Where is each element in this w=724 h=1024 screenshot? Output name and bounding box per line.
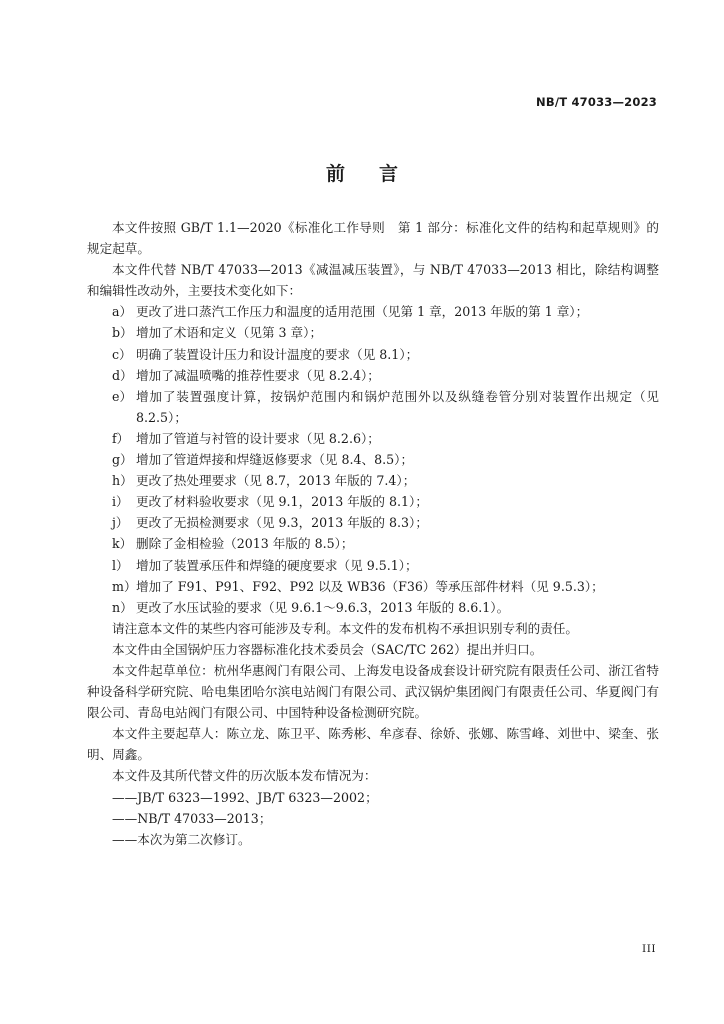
list-text: 删除了金相检验（2013 年版的 8.5）； bbox=[136, 536, 354, 552]
list-item bbox=[87, 512, 659, 533]
list-marker: m） bbox=[112, 578, 137, 594]
list-item bbox=[87, 576, 659, 597]
list-text: 更改了水压试验的要求（见 9.6.1～9.6.3，2013 年版的 8.6.1）。 bbox=[136, 599, 510, 615]
list-marker: i） bbox=[112, 494, 129, 510]
history-list bbox=[87, 787, 659, 850]
list-item bbox=[87, 597, 659, 618]
drafting-rule-paragraph: 本文件按照 GB/T 1.1—2020《标准化工作导则 第 1 部分：标准化文件的结构和起草规则》的规定起草。 bbox=[87, 220, 659, 257]
list-item bbox=[87, 533, 659, 554]
history-intro-paragraph: 本文件及其所代替文件的历次版本发布情况为： bbox=[112, 768, 377, 784]
list-text: 更改了无损检测要求（见 9.3，2013 年版的 8.3）； bbox=[136, 515, 428, 531]
list-marker: a） bbox=[112, 304, 133, 320]
page-title: 前言 bbox=[325, 163, 432, 185]
patent-notice: 请注意本文件的某些内容可能涉及专利。本文件的发布机构不承担识别专利的责任。 bbox=[112, 620, 578, 636]
list-text: 更改了热处理要求（见 8.7，2013 年版的 7.4）； bbox=[136, 473, 416, 489]
list-marker: j） bbox=[112, 515, 129, 531]
list-marker: k） bbox=[112, 536, 133, 552]
list-text: 增加了装置承压件和焊缝的硬度要求（见 9.5.1）； bbox=[136, 557, 418, 573]
list-item bbox=[87, 301, 659, 322]
list-marker: f） bbox=[112, 430, 130, 446]
page-number: III bbox=[642, 943, 656, 955]
standard-code: NB/T 47033—2023 bbox=[536, 95, 657, 109]
history-item: ——JB/T 6323—1992、JB/T 6323—2002； bbox=[112, 789, 378, 805]
drafting-units-paragraph: 本文件起草单位：杭州华惠阀门有限公司、上海发电设备成套设计研究院有限责任公司、浙江省特种设备科学研究院、哈电集团哈尔滨电站阀门有限公司、武汉锅炉集团阀门有限责任公司、华夏阀门有限公司、青岛电站阀门有限公司、中国特种设备检测研究院。 bbox=[87, 662, 659, 721]
list-text: 明确了装置设计压力和设计温度的要求（见 8.1）； bbox=[136, 346, 419, 362]
list-item bbox=[87, 344, 659, 365]
list-marker: l） bbox=[112, 557, 129, 573]
history-item: ——NB/T 47033—2013； bbox=[112, 810, 272, 826]
list-marker: c） bbox=[112, 346, 132, 362]
list-marker: h） bbox=[112, 473, 133, 489]
list-marker: d） bbox=[112, 367, 133, 383]
drafters-paragraph: 本文件主要起草人：陈立龙、陈卫平、陈秀彬、牟彦春、徐娇、张娜、陈雪峰、刘世中、梁奎、张明、周鑫。 bbox=[87, 726, 659, 763]
list-item bbox=[87, 322, 659, 343]
list-text: 更改了材料验收要求（见 9.1，2013 年版的 8.1）； bbox=[136, 494, 428, 510]
list-marker: g） bbox=[112, 452, 133, 468]
list-item bbox=[87, 470, 659, 491]
list-item bbox=[87, 449, 659, 470]
list-text: 增加了管道与衬管的设计要求（见 8.2.6）； bbox=[136, 430, 380, 446]
history-item: ——本次为第二次修订。 bbox=[112, 831, 251, 847]
list-marker: e） bbox=[112, 388, 133, 404]
list-item bbox=[87, 428, 659, 449]
changes-list bbox=[87, 301, 659, 617]
replaces-paragraph: 本文件代替 NB/T 47033—2013《减温减压装置》，与 NB/T 47033—2013 相比，除结构调整和编辑性改动外，主要技术变化如下： bbox=[87, 262, 659, 299]
proposed-by-paragraph: 本文件由全国锅炉压力容器标准化技术委员会（SAC/TC 262）提出并归口。 bbox=[112, 641, 543, 657]
list-text: 增加了装置强度计算，按锅炉范围内和锅炉范围外以及纵缝卷管分别对装置作出规定（见 8.2.5）； bbox=[136, 388, 659, 425]
list-marker: b） bbox=[112, 325, 133, 341]
foreword-content bbox=[87, 217, 659, 850]
list-item bbox=[87, 386, 659, 428]
list-text: 增加了管道焊接和焊缝返修要求（见 8.4、8.5）； bbox=[136, 452, 414, 468]
list-text: 增加了术语和定义（见第 3 章）； bbox=[136, 325, 323, 341]
list-marker: n） bbox=[112, 599, 133, 615]
list-item bbox=[87, 365, 659, 386]
list-text: 增加了 F91、P91、F92、P92 以及 WB36（F36）等承压部件材料（见 9.5.3）； bbox=[136, 578, 604, 594]
list-text: 更改了进口蒸汽工作压力和温度的适用范围（见第 1 章，2013 年版的第 1 章）； bbox=[136, 304, 589, 320]
list-item bbox=[87, 555, 659, 576]
list-text: 增加了减温喷嘴的推荐性要求（见 8.2.4）； bbox=[136, 367, 380, 383]
list-item bbox=[87, 491, 659, 512]
